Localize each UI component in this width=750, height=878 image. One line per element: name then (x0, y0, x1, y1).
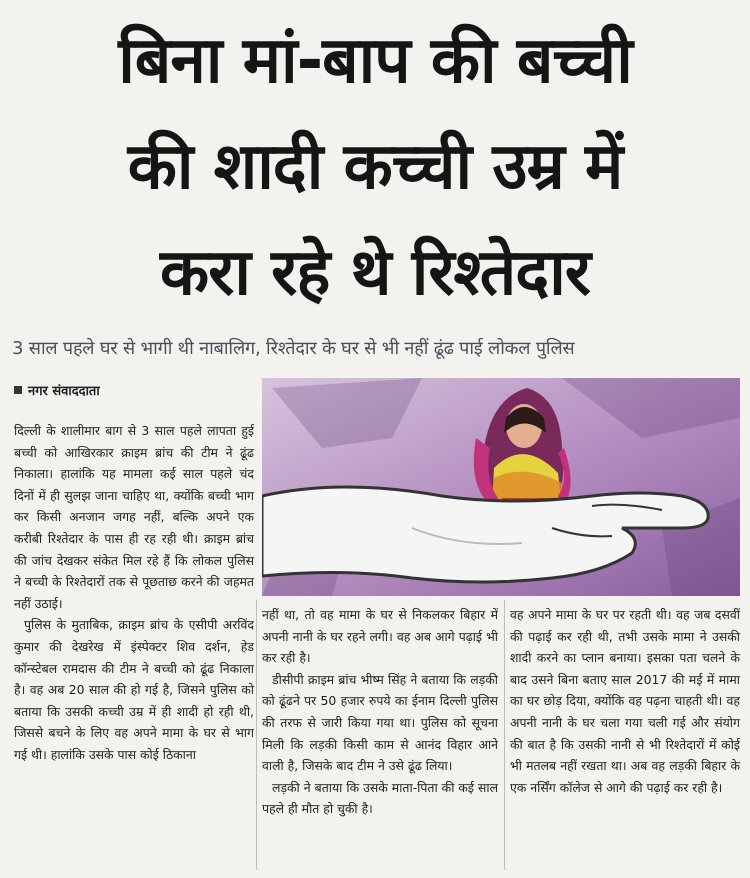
headline-line-2: की शादी कच्ची उम्र में (127, 130, 623, 204)
column-3-paragraph-1: वह अपने मामा के घर पर रहती थी। वह जब दसवीं की पढ़ाई कर रही थी, तभी उसके मामा ने उसकी शादी करने का प्लान बनाया। इसका पता चलने के बाद उसने बिना बताए साल 2017 की मई में मामा का घर छोड़ दिया, क्योंकि वह पढ़ना चाहती थी। वह अपनी नानी के घर चला गया चली गई और संयोग की बात है कि उसकी नानी से भी रिश्तेदारों में कोई भी मतलब नहीं रखता था। अब वह लड़की बिहार के एक नर्सिंग कॉलेज से आगे की पढ़ाई कर रही है। (510, 607, 740, 795)
column-1-paragraph-2: पुलिस के मुताबिक, क्राइम ब्रांच के एसीपी अरविंद कुमार की देखरेख में इंस्पेक्टर शिव दर्शन, हेड कॉन्स्टेबल रामदास की टीम ने बच्ची को ढूंढ निकाला है। वह अब 20 साल की हो गई है, जिसने पुलिस को बताया कि उसकी कच्ची उम्र में ही शादी हो रही थी, जिससे बचने के लिए वह अपने मामा के घर से भाग गई थी। हालांकि उसके पास कोई ठिकाना (14, 617, 254, 762)
article-column-1 (14, 420, 254, 766)
byline (14, 381, 100, 399)
headline-line-1: बिना मां-बाप की बच्ची (118, 24, 632, 98)
headline-line-3: करा रहे थे रिश्तेदार (160, 236, 590, 310)
headline (10, 8, 740, 326)
article-illustration (262, 378, 740, 596)
byline-bullet-icon (14, 386, 22, 394)
column-2-paragraph-3: लड़की ने बताया कि उसके माता-पिता की कई साल पहले ही मौत हो चुकी है। (262, 779, 498, 817)
article-column-3 (510, 604, 740, 798)
article-column-2 (262, 604, 498, 820)
column-2-paragraph-2: डीसीपी क्राइम ब्रांच भीष्म सिंह ने बताया कि लड़की को ढूंढने पर 50 हजार रुपये का ईनाम दिल्ली पुलिस की तरफ से जारी किया गया था। पुलिस को सूचना मिली कि लड़की किसी काम से आनंद विहार आने वाली है, जिसके बाद टीम ने उसे ढूंढ लिया। (262, 671, 498, 774)
column-2-paragraph-1: नहीं था, तो वह मामा के घर से निकलकर बिहार में अपनी नानी के घर रहने लगी। वह अब आगे पढ़ाई भी कर रही है। (262, 607, 498, 666)
column-divider (256, 600, 257, 870)
subheadline: 3 साल पहले घर से भागी थी नाबालिग, रिश्तेदार के घर से भी नहीं ढूंढ पाई लोकल पुलिस (12, 338, 575, 359)
hand-holding-girl-illustration (262, 378, 740, 596)
column-1-paragraph-1: दिल्ली के शालीमार बाग से 3 साल पहले लापता हुई बच्ची को आखिरकार क्राइम ब्रांच की टीम ने ढूंढ निकाला। हालांकि यह मामला कई साल पहले चंद दिनों में ही सुलझ जाना चाहिए था, क्योंकि बच्ची भाग कर किसी अनजान जगह नहीं, बल्कि अपने एक करीबी रिश्तेदार के पास ही रह रही थी। क्राइम ब्रांच की जांच देखकर संकेत मिल रहे हैं कि लोकल पुलिस ने बच्ची के रिश्तेदारों तक से पूछताछ करने की जहमत नहीं उठाई। (14, 423, 254, 611)
byline-text: नगर संवाददाता (28, 384, 100, 399)
column-divider (504, 600, 505, 870)
